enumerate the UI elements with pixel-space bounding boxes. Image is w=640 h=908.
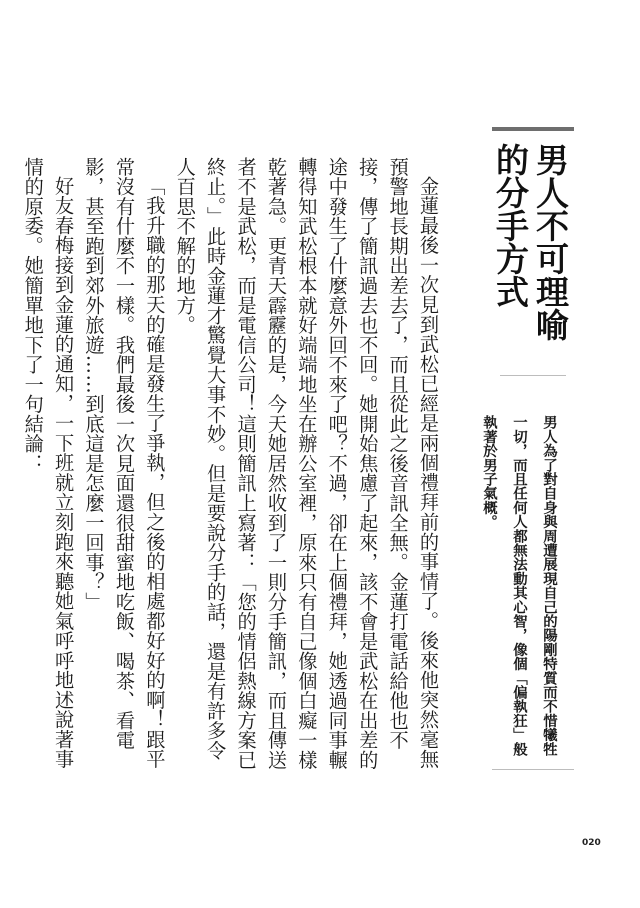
side-bottom-rule: [492, 769, 574, 770]
side-top-bar: [492, 127, 574, 131]
paragraph: 「我升職的那天的確是發生了爭執，但之後的相處都好好的啊！跟平常沒有什麼不一樣。我們最後一次見面還很甜蜜地吃飯、喝茶、看電影，甚至跑到郊外旅遊……到底這是怎麼一回事？」: [82, 157, 167, 770]
chapter-side-panel: [481, 127, 574, 782]
side-divider: [500, 375, 566, 376]
chapter-title: 男人不可理喻的分手方式: [491, 143, 570, 341]
page-number: 020: [582, 838, 601, 848]
paragraph: 金蓮最後一次見到武松已經是兩個禮拜前的事情了。後來他突然毫無預警地長期出差去了，而且從此之後音訊全無。金蓮打電話給他也不接，傳了簡訊過去也不回。她開始焦慮了起來，該不會是武松在出差的途中發生了什麼意外回不來了吧？不過，卻在上個禮拜，她透過同事輾轉得知武松根本就好端端地坐在辦公室裡，原來只有自己像個白癡一樣乾著急。更青天霹靂的是，今天她居然收到了一則分手簡訊，而且傳送者不是武松，而是電信公司！這則簡訊上寫著：「您的情侶熱線方案已終止。」此時金蓮才驚覺大事不妙。但是要說分手的話，還是有許多令人百思不解的地方。: [173, 157, 440, 770]
body-text: [21, 157, 443, 775]
chapter-subtitle: 男人為了對自身與周遭展現自己的陽剛特質而不惜犧牲一切，而且任何人都無法動其心智，像個「偏執狂」般執著於男子氣概。: [481, 415, 557, 756]
paragraph: 好友春梅接到金蓮的通知，一下班就立刻跑來聽她氣呼呼地述說著事情的原委。她簡單地下了一句結論：: [21, 157, 76, 770]
